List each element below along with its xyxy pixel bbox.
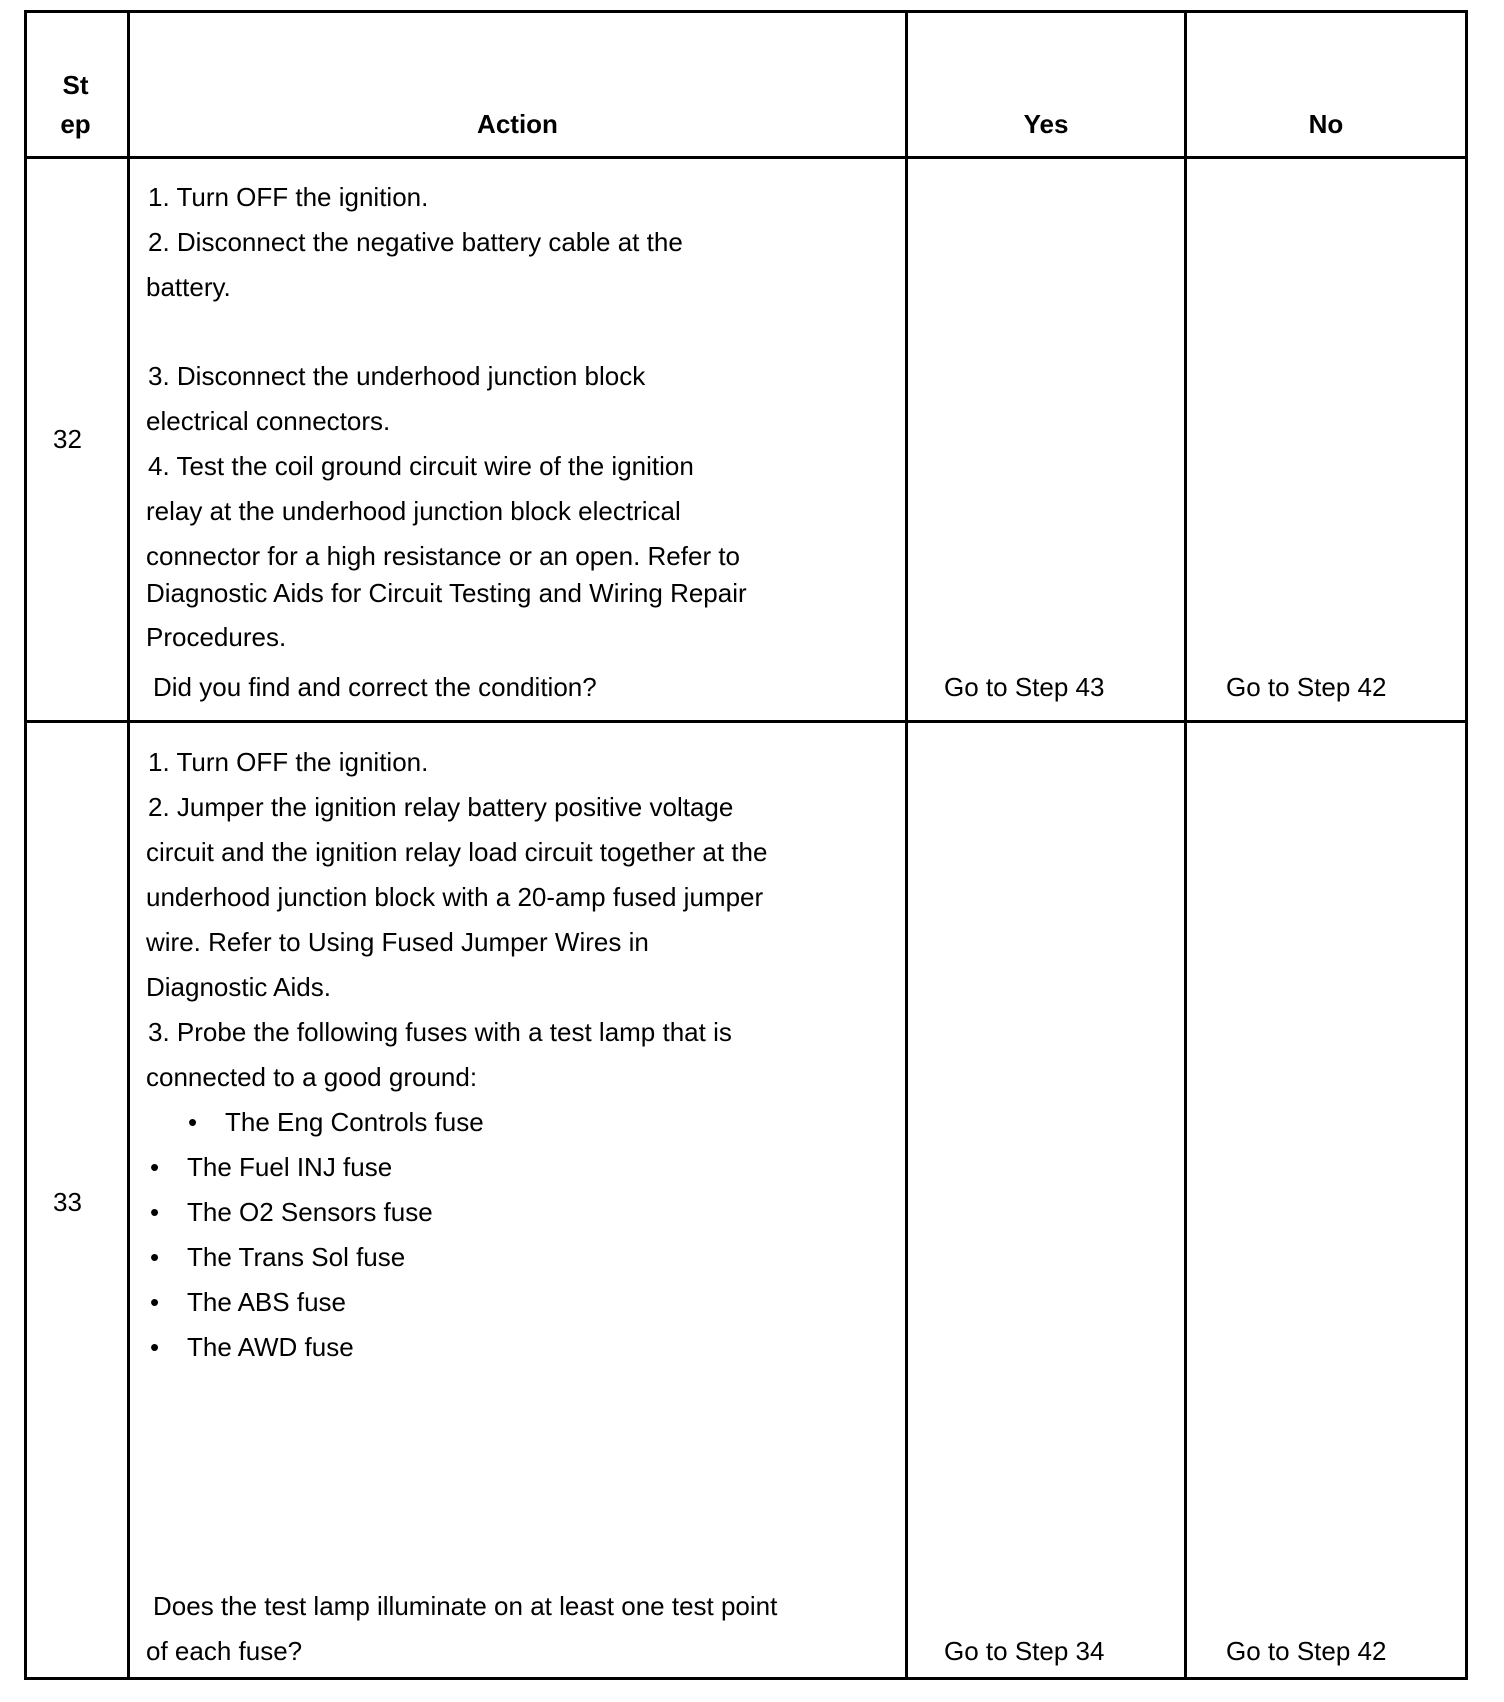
header-no: No xyxy=(1308,109,1344,139)
bullet-item: The Trans Sol fuse xyxy=(187,1242,406,1272)
action-line: Diagnostic Aids. xyxy=(146,972,331,1002)
column-divider xyxy=(127,10,130,1680)
yes-result: Go to Step 43 xyxy=(944,672,1105,702)
bullet-icon: • xyxy=(150,1197,160,1227)
step-number: 32 xyxy=(53,424,82,454)
action-line: 1. Turn OFF the ignition. xyxy=(148,747,429,777)
no-result: Go to Step 42 xyxy=(1226,1636,1387,1666)
question-text: of each fuse? xyxy=(146,1636,303,1666)
question-text: Does the test lamp illuminate on at least one test point xyxy=(153,1591,778,1621)
action-line: 4. Test the coil ground circuit wire of the ignition xyxy=(148,451,694,481)
bullet-item: The Fuel INJ fuse xyxy=(187,1152,393,1182)
header-step-line2: ep xyxy=(60,109,91,139)
step-number: 33 xyxy=(53,1187,82,1217)
action-line: underhood junction block with a 20-amp fused jumper xyxy=(146,882,764,912)
action-line: relay at the underhood junction block electrical xyxy=(146,496,681,526)
header-step-line1: St xyxy=(62,70,89,100)
action-line: Diagnostic Aids for Circuit Testing and Wiring Repair xyxy=(146,578,747,608)
action-line: 2. Disconnect the negative battery cable at the xyxy=(148,227,683,257)
action-line: 3. Disconnect the underhood junction block xyxy=(148,361,646,391)
column-divider xyxy=(905,10,908,1680)
action-line: 1. Turn OFF the ignition. xyxy=(148,182,429,212)
bullet-item: The Eng Controls fuse xyxy=(225,1107,484,1137)
action-line: battery. xyxy=(146,272,231,302)
column-divider xyxy=(1184,10,1187,1680)
action-line: 3. Probe the following fuses with a test lamp that is xyxy=(148,1017,732,1047)
no-result: Go to Step 42 xyxy=(1226,672,1387,702)
bullet-icon: • xyxy=(150,1242,160,1272)
bullet-icon: • xyxy=(150,1332,160,1362)
action-line: connector for a high resistance or an open. Refer to xyxy=(146,541,741,571)
bullet-item: The ABS fuse xyxy=(187,1287,346,1317)
bullet-icon: • xyxy=(150,1287,160,1317)
action-line: Procedures. xyxy=(146,622,287,652)
action-line: connected to a good ground: xyxy=(146,1062,478,1092)
row-divider xyxy=(24,720,1468,723)
action-line: wire. Refer to Using Fused Jumper Wires in xyxy=(146,927,649,957)
row-divider xyxy=(24,156,1468,159)
header-action: Action xyxy=(477,109,558,139)
header-yes: Yes xyxy=(1023,109,1069,139)
bullet-icon: • xyxy=(150,1152,160,1182)
bullet-icon: • xyxy=(188,1107,198,1137)
bullet-item: The AWD fuse xyxy=(187,1332,354,1362)
action-line: circuit and the ignition relay load circuit together at the xyxy=(146,837,768,867)
bullet-item: The O2 Sensors fuse xyxy=(187,1197,433,1227)
yes-result: Go to Step 34 xyxy=(944,1636,1105,1666)
action-line: 2. Jumper the ignition relay battery positive voltage xyxy=(148,792,734,822)
action-line: electrical connectors. xyxy=(146,406,391,436)
question-text: Did you find and correct the condition? xyxy=(153,672,597,702)
